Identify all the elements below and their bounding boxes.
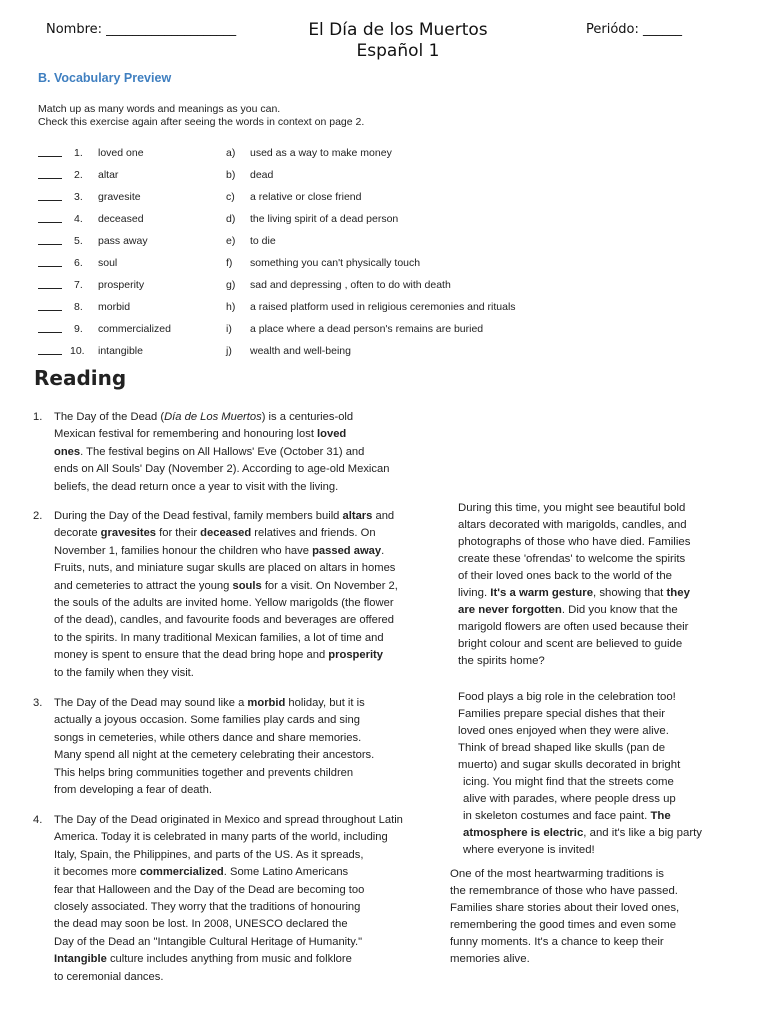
text-run: The Day of the Dead may sound like a xyxy=(54,697,248,709)
text-run: culture includes anything from music and folklore xyxy=(106,953,352,966)
text-line: of their loved ones back to the world of the xyxy=(458,570,673,582)
text-run: in skeleton costumes and face paint. xyxy=(463,810,651,822)
vocab-meaning: wealth and well-being xyxy=(250,345,351,357)
vocab-highlight: loved xyxy=(317,428,347,441)
vocab-word: commercialized xyxy=(98,323,171,335)
vocab-instructions xyxy=(38,103,364,129)
text-line: fear that Halloween and the Day of the Dead are becoming too xyxy=(54,883,365,896)
vocab-meaning: something you can't physically touch xyxy=(250,257,421,269)
answer-blank[interactable] xyxy=(38,301,62,311)
period-field-label: Periódo: ______ xyxy=(586,22,683,37)
text-run: it becomes more xyxy=(54,866,140,879)
vocab-letter: a) xyxy=(226,147,236,159)
bold-run: The xyxy=(650,810,671,822)
text-run: . xyxy=(381,544,385,557)
vocab-letter: h) xyxy=(226,301,236,313)
text-run: , showing that xyxy=(593,587,667,599)
text-run: and cemeteries to attract the young xyxy=(54,579,233,592)
reading-paragraph-3 xyxy=(33,695,443,801)
text-run: The Day of the Dead ( xyxy=(54,411,165,423)
paragraph-number: 4. xyxy=(33,814,43,826)
vocab-number: 5. xyxy=(74,235,83,247)
text-line: During this time, you might see beautiful bold xyxy=(458,502,686,514)
answer-blank[interactable] xyxy=(38,191,62,201)
answer-blank[interactable] xyxy=(38,213,62,223)
text-line: ends on All Souls' Day (November 2). According to age-old Mexican xyxy=(54,463,390,476)
vocab-letter: b) xyxy=(226,169,236,181)
text-run: and xyxy=(372,510,395,522)
vocab-meaning: the living spirit of a dead person xyxy=(250,213,399,225)
text-line: Families prepare special dishes that their xyxy=(458,708,666,720)
text-run: holiday, but it is xyxy=(285,697,365,709)
paragraph-number: 2. xyxy=(33,510,43,522)
text-line: of the dead), candles, and favourite foods and beverages are offered xyxy=(54,614,395,627)
text-line: beliefs, the dead return once a year to visit with the living. xyxy=(54,480,339,493)
bold-run: atmosphere is electric xyxy=(463,827,584,839)
vocab-heading: B. Vocabulary Preview xyxy=(38,71,172,85)
vocab-highlight: commercialized xyxy=(139,866,224,879)
vocab-row xyxy=(0,345,768,367)
vocab-letter: d) xyxy=(226,213,236,225)
text-line: the dead may soon be lost. In 2008, UNESCO declared the xyxy=(54,918,348,931)
vocab-highlight: Intangible xyxy=(54,953,107,966)
vocab-number: 2. xyxy=(74,169,83,181)
reading-paragraph-1 xyxy=(33,409,443,497)
text-line: Fruits, nuts, and miniature sugar skulls are placed on altars in homes xyxy=(54,562,396,575)
text-run: relatives and friends. On xyxy=(251,527,376,540)
text-line: to the spirits. In many traditional Mexican families, a lot of time and xyxy=(54,631,384,644)
bold-run: they xyxy=(666,587,690,599)
vocab-word: pass away xyxy=(98,235,148,247)
vocab-word: deceased xyxy=(98,213,144,225)
vocab-highlight: altars xyxy=(342,510,373,522)
vocab-number: 9. xyxy=(74,323,83,335)
text-run: Mexican festival for remembering and honouring lost xyxy=(54,428,318,441)
vocab-highlight: morbid xyxy=(247,697,286,709)
text-line: songs in cemeteries, while others dance and share memories. xyxy=(54,731,362,744)
vocab-word: soul xyxy=(98,257,118,269)
right-column-block-1 xyxy=(458,500,758,670)
text-run: for their xyxy=(156,527,201,540)
bold-run: It's a warm gesture xyxy=(490,587,594,599)
text-line: from developing a fear of death. xyxy=(54,784,212,797)
text-line: Think of bread shaped like skulls (pan de xyxy=(458,742,666,754)
text-line: Day of the Dead an "Intangible Cultural Heritage of Humanity." xyxy=(54,935,363,948)
vocab-word: gravesite xyxy=(98,191,141,203)
text-line: icing. You might find that the streets come xyxy=(463,776,674,788)
text-line: to the family when they visit. xyxy=(54,666,194,679)
text-run: During the Day of the Dead festival, family members build xyxy=(54,510,343,522)
instruction-line: Match up as many words and meanings as you can. xyxy=(38,103,281,115)
text-line: America. Today it is celebrated in many parts of the world, including xyxy=(54,831,388,844)
vocab-meaning: sad and depressing , often to do with death xyxy=(250,279,451,291)
text-run: , and it's like a big party xyxy=(583,827,702,839)
vocab-row xyxy=(0,235,768,257)
paragraph-number: 1. xyxy=(33,411,43,423)
vocab-number: 7. xyxy=(74,279,83,291)
text-line: the remembrance of those who have passed. xyxy=(450,885,678,897)
right-column-block-2 xyxy=(458,689,758,859)
vocab-letter: i) xyxy=(226,323,232,335)
text-line: memories alive. xyxy=(450,953,530,965)
vocab-letter: g) xyxy=(226,279,236,291)
vocab-number: 10. xyxy=(70,345,85,357)
text-line: the souls of the adults are invited home. Yellow marigolds (the flower xyxy=(54,597,394,610)
vocab-meaning: to die xyxy=(250,235,276,247)
reading-heading: Reading xyxy=(34,366,127,390)
text-line: to ceremonial dances. xyxy=(54,970,164,983)
vocab-letter: e) xyxy=(226,235,236,247)
text-line: Many spend all night at the cemetery celebrating their ancestors. xyxy=(54,749,375,762)
text-run: money is spent to ensure that the dead bring hope and xyxy=(54,649,329,662)
text-line: where everyone is invited! xyxy=(463,844,595,856)
vocab-row xyxy=(0,191,768,213)
vocab-word: intangible xyxy=(98,345,143,357)
vocab-highlight: passed away xyxy=(312,544,382,557)
vocab-letter: j) xyxy=(226,345,232,357)
text-line: the spirits home? xyxy=(458,655,545,667)
vocab-meaning: a raised platform used in religious ceremonies and rituals xyxy=(250,301,516,313)
paragraph-number: 3. xyxy=(33,697,43,709)
vocab-number: 3. xyxy=(74,191,83,203)
vocab-number: 1. xyxy=(74,147,83,159)
answer-blank[interactable] xyxy=(38,279,62,289)
text-line: marigold flowers are often used because their xyxy=(458,621,689,633)
text-line: Italy, Spain, the Philippines, and parts of the US. As it spreads, xyxy=(54,848,364,861)
vocab-row xyxy=(0,323,768,345)
vocab-meaning: dead xyxy=(250,169,274,181)
vocab-number: 8. xyxy=(74,301,83,313)
vocab-letter: f) xyxy=(226,257,233,269)
vocab-word: loved one xyxy=(98,147,144,159)
answer-blank[interactable] xyxy=(38,147,62,157)
vocab-word: altar xyxy=(98,169,119,181)
name-field-label: Nombre: ____________________ xyxy=(46,22,237,37)
vocab-letter: c) xyxy=(226,191,235,203)
page-subtitle: Español 1 xyxy=(356,41,440,61)
vocab-row xyxy=(0,279,768,301)
vocab-row xyxy=(0,301,768,323)
text-line: loved ones enjoyed when they were alive. xyxy=(458,725,669,737)
text-line: Families share stories about their loved ones, xyxy=(450,902,680,914)
vocab-row xyxy=(0,257,768,279)
text-run: ) is a centuries-old xyxy=(261,411,354,423)
reading-paragraph-4 xyxy=(33,812,453,988)
answer-blank[interactable] xyxy=(38,345,62,355)
text-line: The Day of the Dead originated in Mexico and spread throughout Latin xyxy=(54,814,403,826)
vocab-word: morbid xyxy=(98,301,131,313)
vocab-word: prosperity xyxy=(98,279,145,291)
text-line: altars decorated with marigolds, candles, and xyxy=(458,519,687,531)
text-line: actually a joyous occasion. Some families play cards and sing xyxy=(54,714,360,727)
bold-run: are never forgotten xyxy=(458,604,562,616)
vocab-highlight: souls xyxy=(232,579,262,592)
text-run: for a visit. On November 2, xyxy=(261,579,398,592)
vocab-highlight: deceased xyxy=(200,527,252,540)
text-run: living. xyxy=(458,587,491,599)
text-line: create these 'ofrendas' to welcome the spirits xyxy=(458,553,686,565)
vocab-highlight: gravesites xyxy=(100,527,157,540)
text-line: This helps bring communities together and prevents children xyxy=(54,766,354,779)
vocab-number: 6. xyxy=(74,257,83,269)
vocab-meaning: a relative or close friend xyxy=(250,191,362,203)
text-run: November 1, families honour the children who have xyxy=(54,544,313,557)
text-line: alive with parades, where people dress up xyxy=(463,793,676,805)
vocab-number: 4. xyxy=(74,213,83,225)
vocab-row xyxy=(0,147,768,169)
vocab-row xyxy=(0,169,768,191)
instruction-line: Check this exercise again after seeing the words in context on page 2. xyxy=(38,116,365,128)
text-line: photographs of those who have died. Families xyxy=(458,536,691,548)
reading-paragraph-2 xyxy=(33,508,443,684)
text-line: One of the most heartwarming traditions is xyxy=(450,868,664,880)
vocab-meaning: a place where a dead person's remains are buried xyxy=(250,323,484,335)
answer-blank[interactable] xyxy=(38,169,62,179)
answer-blank[interactable] xyxy=(38,257,62,267)
page-title: El Día de los Muertos xyxy=(308,20,488,40)
text-run-italic: Día de Los Muertos xyxy=(164,411,262,423)
right-column-block-3 xyxy=(450,866,760,968)
vocab-highlight: ones xyxy=(54,445,81,458)
vocab-row xyxy=(0,213,768,235)
text-run: . Some Latino Americans xyxy=(223,866,349,879)
vocab-meaning: used as a way to make money xyxy=(250,147,392,159)
text-line: funny moments. It's a chance to keep their xyxy=(450,936,664,948)
text-line: remembering the good times and even some xyxy=(450,919,677,931)
vocab-highlight: prosperity xyxy=(328,649,384,662)
text-line: bright colour and scent are believed to guide xyxy=(458,638,683,650)
text-run: decorate xyxy=(54,527,101,540)
text-line: Food plays a big role in the celebration too! xyxy=(458,691,676,703)
text-line: muerto) and sugar skulls decorated in bright xyxy=(458,759,681,771)
text-run: . Did you know that the xyxy=(561,604,678,616)
text-run: . The festival begins on All Hallows' Eve (October 31) and xyxy=(80,445,365,458)
answer-blank[interactable] xyxy=(38,323,62,333)
text-line: closely associated. They worry that the traditions of honouring xyxy=(54,901,361,914)
answer-blank[interactable] xyxy=(38,235,62,245)
